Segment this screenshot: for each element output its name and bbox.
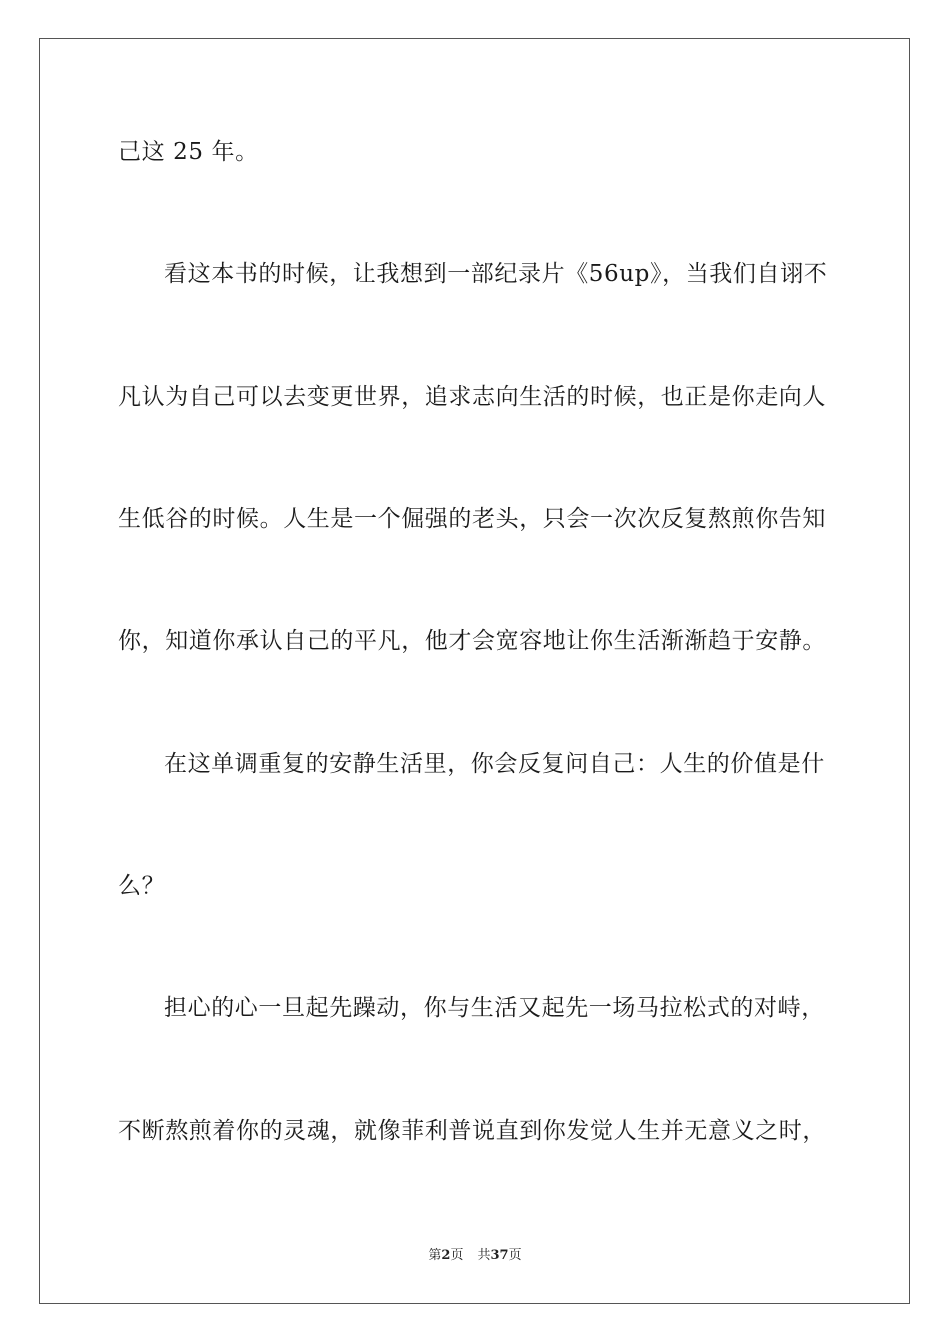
text-line-3: 凡认为自己可以去变更世界，追求志向生活的时候，也正是你走向人 [118, 384, 826, 410]
text-line-6: 在这单调重复的安静生活里，你会反复问自己：人生的价值是什 [164, 751, 825, 777]
page-prefix: 第 [428, 1248, 442, 1263]
page-suffix: 页 [450, 1248, 464, 1263]
total-pages: 37 [490, 1248, 509, 1263]
page-footer [0, 1247, 950, 1265]
text-line-5: 你，知道你承认自己的平凡，他才会宽容地让你生活渐渐趋于安静。 [118, 628, 826, 654]
text-line-2: 看这本书的时候，让我想到一部纪录片《56up》，当我们自诩不 [164, 261, 828, 287]
text-line-8: 担心的心一旦起先躁动，你与生活又起先一场马拉松式的对峙， [164, 995, 825, 1021]
page-border [39, 38, 910, 1304]
total-suffix: 页 [508, 1248, 522, 1263]
text-line-9: 不断熬煎着你的灵魂，就像菲利普说直到你发觉人生并无意义之时， [118, 1118, 826, 1144]
text-line-7: 么？ [118, 873, 166, 899]
page-number: 2 [441, 1248, 451, 1263]
total-prefix: 共 [477, 1248, 491, 1263]
text-line-1: 己这 25 年。 [118, 139, 259, 165]
text-line-4: 生低谷的时候。人生是一个倔强的老头，只会一次次反复熬煎你告知 [118, 506, 826, 532]
